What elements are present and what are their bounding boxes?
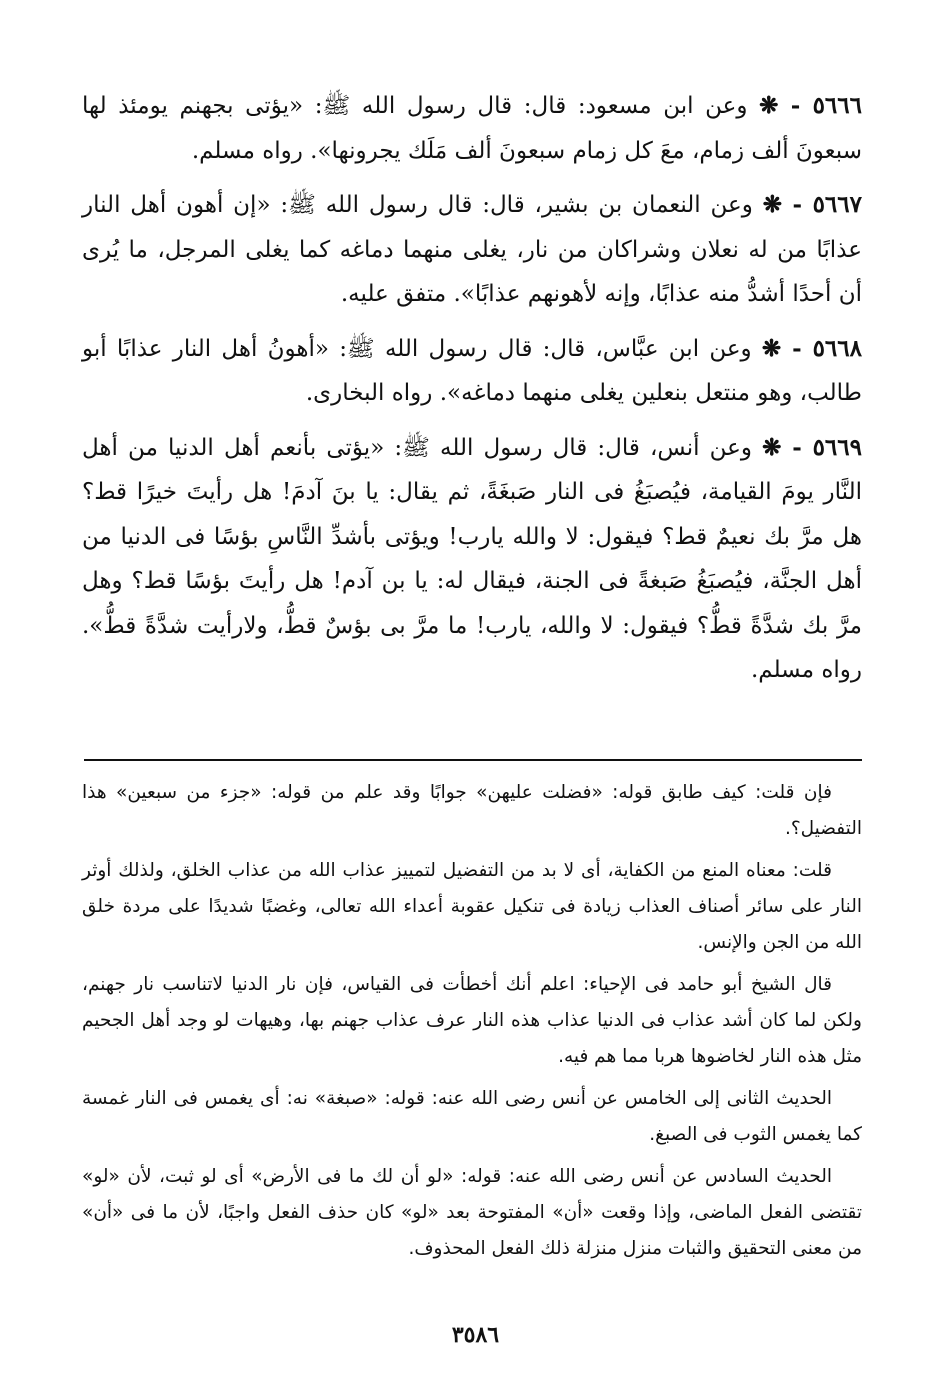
hadith-text: وعن ابن عبَّاس، قال: قال رسول الله ﷺ: «أهونُ أهل النار عذابًا أبو طالب، وهو منتعل بنعلين يغلى منهما دماغه». رواه البخارى. [82,335,862,406]
hadith-number: ٥٦٦٦ - ❋ [759,92,862,119]
hadith-number: ٥٦٦٨ - ❋ [761,334,862,362]
commentary-paragraph: الحديث الثانى إلى الخامس عن أنس رضى الله عنه: قوله: «صبغة» نه: أى يغمس فى النار غمسة كما يغمس الثوب فى الصبغ. [82,1088,862,1145]
hadith-text: وعن ابن مسعود: قال: قال رسول الله ﷺ: «يؤتى بجهنم يومئذ لها سبعونَ ألف زمام، معَ كل زمام سبعونَ ألف مَلَك يجرونها». رواه مسلم. [82,93,862,164]
hadith-section [82,84,862,703]
commentary-paragraph: فإن قلت: كيف طابق قوله: «فضلت عليهن» جوابًا وقد علم من قوله: «جزء من سبعين» هذا التفضيل؟. [82,782,862,839]
hadith-5669 [82,426,862,693]
commentary-paragraph: قلت: معناه المنع من الكفاية، أى لا بد من التفضيل لتمييز عذاب الله من عذاب الخلق، ولذلك أوثر النار على سائر أصناف العذاب زيادة فى تنكيل عقوبة أعداء الله تعالى، وغضبًا شديدًا على مردة خلق الله من الجن والإنس. [82,860,862,953]
hadith-number: ٥٦٦٧ - ❋ [762,191,862,218]
hadith-text: وعن النعمان بن بشير، قال: قال رسول الله ﷺ: «إن أهون أهل النار عذابًا من له نعلان وشراكان من نار، يغلى منهما دماغه كما يغلى المرجل، ما يُرى أن أحدًا أشدُّ منه عذابًا، وإنه لأهونهم عذابًا». متفق عليه. [82,192,862,307]
hadith-5666 [82,84,862,173]
hadith-5668 [82,327,862,416]
commentary-section [82,775,862,1273]
commentary-paragraph: الحديث السادس عن أنس رضى الله عنه: قوله: «لو أن لك ما فى الأرض» أى لو ثبت، لأن «لو» تقتضى الفعل الماضى، وإذا وقعت «أن» المفتوحة بعد «لو» كان حذف الفعل واجبًا، لأن ما فى «أن» من معنى التحقيق والثبات منزل منزلة ذلك الفعل المحذوف. [82,1166,862,1259]
hadith-text: وعن أنس، قال: قال رسول الله ﷺ: «يؤتى بأنعم أهل الدنيا من أهل النَّار يومَ القيامة، فيُصبَغُ فى النار صَبغَةً، ثم يقال: يا بنَ آدمَ! هل رأيتَ خيرًا قط؟ هل مرَّ بك نعيمٌ قط؟ فيقول: لا والله يارب! ويؤتى بأشدِّ النَّاسِ بؤسًا فى الدنيا من أهل الجنَّة، فيُصبَغُ صَبغةً فى الجنة، فيقال له: يا بن آدم! هل رأيتَ بؤسًا قط؟ وهل مرَّ بك شدَّةً قطُّ؟ فيقول: لا والله، يارب! ما مرَّ بى بؤسٌ قطُّ، ولارأيت شدَّةً قطُّ». رواه مسلم. [82,434,862,683]
hadith-number: ٥٦٦٩ - ❋ [762,433,862,461]
footnote-divider [84,759,862,761]
hadith-5667 [82,183,862,317]
page-number: ٣٥٨٦ [451,1322,500,1348]
commentary-paragraph: قال الشيخ أبو حامد فى الإحياء: اعلم أنك أخطأت فى القياس، فإن نار الدنيا لاتناسب نار جهنم، ولكن لما كان أشد عذاب فى الدنيا عذاب هذه النار عرف عذاب جهنم بها، وهيهات لو وجد أهل الجحيم مثل هذه النار لخاضوها هربا مما هم فيه. [82,974,862,1067]
